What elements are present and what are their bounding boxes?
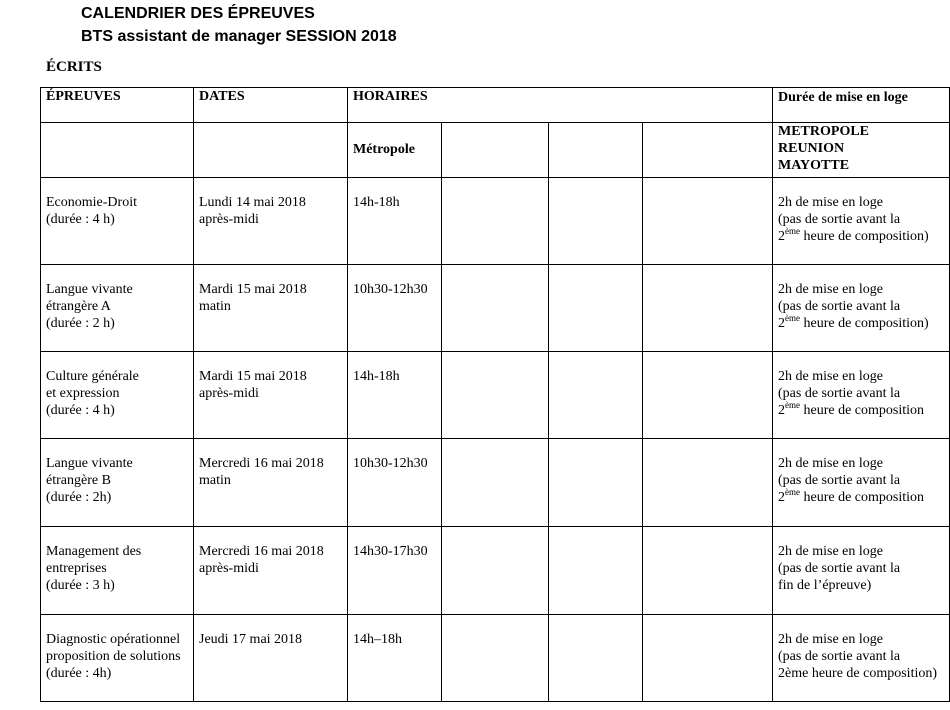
section-heading: ÉCRITS bbox=[46, 59, 102, 75]
header-regions bbox=[778, 123, 869, 174]
table-border-horizontal bbox=[40, 438, 950, 439]
row-epreuve-line: Langue vivante bbox=[46, 282, 133, 297]
header-horaires: HORAIRES bbox=[353, 89, 428, 104]
row-loge bbox=[778, 368, 924, 419]
header-regions-line: MAYOTTE bbox=[778, 158, 850, 173]
page-subtitle: BTS assistant de manager SESSION 2018 bbox=[81, 28, 397, 45]
row-loge bbox=[778, 281, 929, 332]
row-epreuve bbox=[46, 631, 181, 682]
row-date-line: matin bbox=[199, 473, 231, 488]
page-title: CALENDRIER DES ÉPREUVES bbox=[81, 5, 315, 22]
row-loge-line: 2h de mise en loge bbox=[778, 632, 883, 647]
row-epreuve bbox=[46, 455, 133, 506]
row-epreuve bbox=[46, 194, 137, 228]
row-loge-tail: heure de composition bbox=[800, 403, 925, 418]
row-loge-superscript: ème bbox=[785, 226, 800, 236]
row-epreuve-line: Management des bbox=[46, 544, 142, 559]
header-metropole: Métropole bbox=[353, 142, 415, 157]
row-date bbox=[199, 194, 306, 228]
row-date-line: Mardi 15 mai 2018 bbox=[199, 369, 307, 384]
table-border-horizontal bbox=[40, 701, 950, 702]
table-border-vertical bbox=[441, 122, 442, 702]
row-epreuve-line: (durée : 4 h) bbox=[46, 403, 115, 418]
row-date-line: matin bbox=[199, 299, 231, 314]
header-regions-line: REUNION bbox=[778, 141, 845, 156]
row-loge-line: (pas de sortie avant la bbox=[778, 299, 901, 314]
table-border-vertical bbox=[347, 87, 348, 702]
row-loge-line: 2h de mise en loge bbox=[778, 544, 883, 559]
row-epreuve-line: Langue vivante bbox=[46, 456, 133, 471]
table-border-vertical bbox=[772, 87, 773, 702]
row-date-line: Mardi 15 mai 2018 bbox=[199, 282, 307, 297]
row-loge-line: 2h de mise en loge bbox=[778, 195, 883, 210]
row-epreuve-line: proposition de solutions bbox=[46, 649, 181, 664]
row-loge-tail: heure de composition) bbox=[800, 316, 929, 331]
table-border-horizontal bbox=[40, 177, 950, 178]
row-epreuve bbox=[46, 368, 139, 419]
row-horaire: 14h–18h bbox=[353, 632, 402, 647]
table-border-horizontal bbox=[40, 351, 950, 352]
row-date-line: Mercredi 16 mai 2018 bbox=[199, 544, 324, 559]
row-epreuve-line: entreprises bbox=[46, 561, 107, 576]
row-loge-ordinal: 2 bbox=[778, 403, 785, 418]
row-loge bbox=[778, 455, 924, 506]
row-epreuve-line: (durée : 4h) bbox=[46, 666, 112, 681]
row-loge-superscript: ème bbox=[785, 400, 800, 410]
row-loge bbox=[778, 194, 929, 245]
row-date bbox=[199, 281, 307, 315]
row-loge-line: (pas de sortie avant la bbox=[778, 473, 901, 488]
row-loge-tail: heure de composition bbox=[800, 490, 925, 505]
row-epreuve-line: étrangère A bbox=[46, 299, 111, 314]
row-horaire: 14h-18h bbox=[353, 195, 400, 210]
row-epreuve bbox=[46, 281, 133, 332]
row-epreuve-line: (durée : 4 h) bbox=[46, 212, 115, 227]
table-border-horizontal bbox=[40, 526, 950, 527]
row-loge-line bbox=[778, 315, 929, 332]
row-loge-line bbox=[778, 228, 929, 245]
row-loge-line: (pas de sortie avant la bbox=[778, 561, 901, 576]
row-loge-line bbox=[778, 402, 924, 419]
row-loge-ordinal: 2 bbox=[778, 316, 785, 331]
table-border-horizontal bbox=[40, 264, 950, 265]
row-horaire: 10h30-12h30 bbox=[353, 456, 428, 471]
row-loge-line: (pas de sortie avant la bbox=[778, 649, 901, 664]
row-horaire: 10h30-12h30 bbox=[353, 282, 428, 297]
table-border-vertical bbox=[642, 122, 643, 702]
row-horaire: 14h30-17h30 bbox=[353, 544, 428, 559]
row-epreuve-line: Culture générale bbox=[46, 369, 139, 384]
row-date-line: Mercredi 16 mai 2018 bbox=[199, 456, 324, 471]
table-border-vertical bbox=[548, 122, 549, 702]
table-border-horizontal bbox=[40, 614, 950, 615]
row-loge-line: fin de l’épreuve) bbox=[778, 578, 872, 593]
row-loge-line bbox=[778, 489, 924, 506]
table-border-horizontal bbox=[40, 87, 950, 88]
row-date-line: Lundi 14 mai 2018 bbox=[199, 195, 306, 210]
row-date-line: après-midi bbox=[199, 561, 259, 576]
row-loge-superscript: ème bbox=[785, 313, 800, 323]
row-epreuve bbox=[46, 543, 141, 594]
row-epreuve-line: Diagnostic opérationnel bbox=[46, 632, 181, 647]
row-loge bbox=[778, 543, 900, 594]
row-loge-ordinal: 2 bbox=[778, 490, 785, 505]
row-epreuve-line: Economie-Droit bbox=[46, 195, 137, 210]
row-loge-line: 2h de mise en loge bbox=[778, 456, 883, 471]
row-loge-ordinal: 2 bbox=[778, 229, 785, 244]
header-epreuves: ÉPREUVES bbox=[46, 89, 121, 104]
row-date-line: après-midi bbox=[199, 212, 259, 227]
row-horaire: 14h-18h bbox=[353, 369, 400, 384]
row-epreuve-line: (durée : 3 h) bbox=[46, 578, 115, 593]
row-date-line: Jeudi 17 mai 2018 bbox=[199, 632, 303, 647]
row-loge bbox=[778, 631, 937, 682]
row-loge-line: (pas de sortie avant la bbox=[778, 212, 901, 227]
header-regions-line: METROPOLE bbox=[778, 124, 870, 139]
row-loge-tail: heure de composition) bbox=[800, 229, 929, 244]
row-date bbox=[199, 368, 307, 402]
row-loge-line: 2ème heure de composition) bbox=[778, 666, 938, 681]
row-loge-line: 2h de mise en loge bbox=[778, 282, 883, 297]
row-date bbox=[199, 455, 324, 489]
row-epreuve-line: (durée : 2 h) bbox=[46, 316, 115, 331]
row-loge-line: (pas de sortie avant la bbox=[778, 386, 901, 401]
row-epreuve-line: étrangère B bbox=[46, 473, 111, 488]
row-loge-superscript: ème bbox=[785, 487, 800, 497]
row-epreuve-line: (durée : 2h) bbox=[46, 490, 112, 505]
row-date bbox=[199, 631, 302, 648]
table-border-vertical bbox=[40, 87, 41, 702]
table-border-vertical bbox=[193, 87, 194, 702]
row-date bbox=[199, 543, 324, 577]
header-dates: DATES bbox=[199, 89, 245, 104]
row-epreuve-line: et expression bbox=[46, 386, 120, 401]
header-duree: Durée de mise en loge bbox=[778, 90, 908, 105]
row-loge-line: 2h de mise en loge bbox=[778, 369, 883, 384]
row-date-line: après-midi bbox=[199, 386, 259, 401]
